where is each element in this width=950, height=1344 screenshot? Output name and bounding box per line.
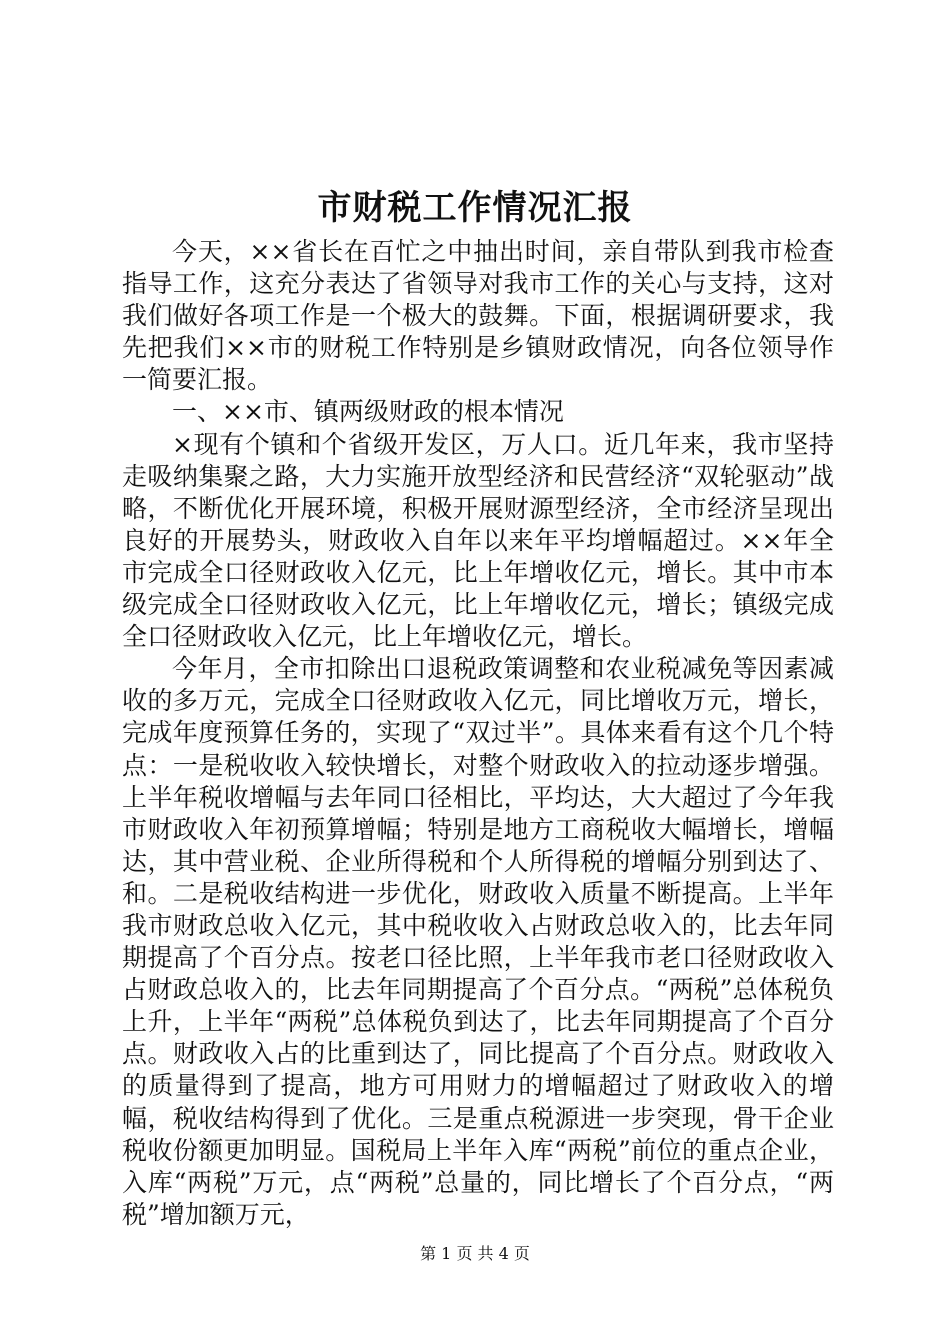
- paragraph-current-year: 今年月，全市扣除出口退税政策调整和农业税减免等因素减收的多万元，完成全口径财政收入亿元，同比增收万元，增长，完成年度预算任务的，实现了“双过半”。具体来看有这个几个特点：一是税收收入较快增长，对整个财政收入的拉动逐步增强。上半年税收增幅与去年同口径相比，平均达，大大超过了今年我市财政收入年初预算增幅；特别是地方工商税收大幅增长，增幅达，其中营业税、企业所得税和个人所得税的增幅分别到达了、和。二是税收结构进一步优化，财政收入质量不断提高。上半年我市财政总收入亿元，其中税收收入占财政总收入的，比去年同期提高了个百分点。按老口径比照，上半年我市老口径财政收入占财政总收入的，比去年同期提高了个百分点。“两税”总体税负上升，上半年“两税”总体税负到达了，比去年同期提高了个百分点。财政收入占的比重到达了，同比提高了个百分点。财政收入的质量得到了提高，地方可用财力的增幅超过了财政收入的增幅，税收结构得到了优化。三是重点税源进一步突现，骨干企业税收份额更加明显。国税局上半年入库“两税”前位的重点企业，入库“两税”万元，点“两税”总量的，同比增长了个百分点，“两税”增加额万元，: [122, 654, 834, 1229]
- document-body: [122, 236, 834, 1231]
- section-heading-1: 一、××市、镇两级财政的根本情况: [172, 397, 564, 427]
- document-title: 市财税工作情况汇报: [317, 188, 633, 228]
- page-footer: 第 1 页 共 4 页: [420, 1244, 530, 1263]
- paragraph-intro: 今天，××省长在百忙之中抽出时间，亲自带队到我市检查指导工作，这充分表达了省领导对我市工作的关心与支持，这对我们做好各项工作是一个极大的鼓舞。下面，根据调研要求，我先把我们××市的财税工作特别是乡镇财政情况，向各位领导作一简要汇报。: [122, 237, 834, 395]
- paragraph-overview: ×现有个镇和个省级开发区，万人口。近几年来，我市坚持走吸纳集聚之路，大力实施开放型经济和民营经济“双轮驱动”战略，不断优化开展环境，积极开展财源型经济，全市经济呈现出良好的开展势头，财政收入自年以来年平均增幅超过。××年全市完成全口径财政收入亿元，比上年增收亿元，增长。其中市本级完成全口径财政收入亿元，比上年增收亿元，增长；镇级完成全口径财政收入亿元，比上年增收亿元，增长。: [122, 429, 834, 652]
